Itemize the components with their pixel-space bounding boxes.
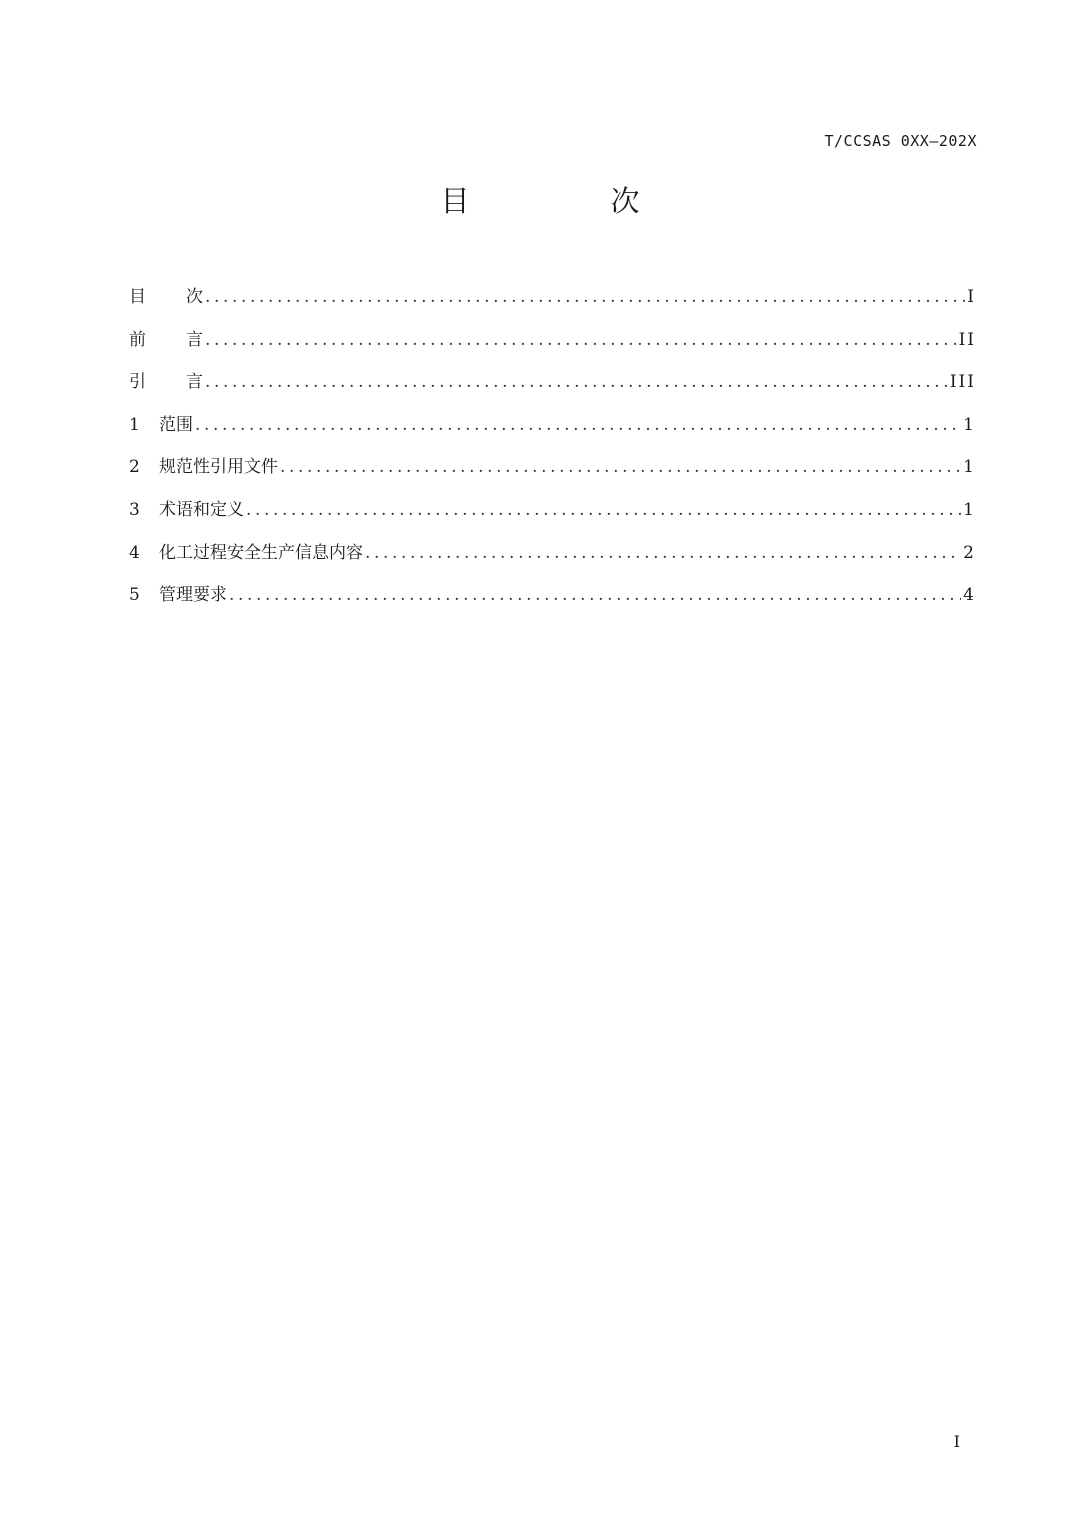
toc-entry-label (129, 367, 203, 392)
toc-entry-label: 范围 (159, 414, 193, 435)
footer-page-number: I (953, 1432, 960, 1451)
toc-entry-label: 管理要求 (159, 585, 227, 606)
toc-page-number: 4 (963, 585, 976, 606)
toc-page-number: 1 (963, 414, 976, 435)
toc-page-number: 2 (963, 542, 976, 563)
toc-page-number: 1 (963, 457, 976, 478)
toc-section-number: 1 (129, 414, 140, 435)
dot-leader (205, 372, 948, 392)
toc-label-char: 次 (186, 287, 203, 307)
document-code: T/CCSAS 0XX—202X (824, 132, 977, 150)
toc-entry-introduction[interactable] (129, 367, 976, 410)
toc-page-number: I (967, 287, 976, 307)
toc-entry-contents[interactable] (129, 282, 976, 325)
table-of-contents (129, 282, 976, 623)
toc-label-char: 前 (129, 329, 146, 350)
dot-leader (229, 585, 961, 605)
toc-section-number: 5 (129, 585, 140, 606)
toc-entry-process-safety-info[interactable] (129, 538, 976, 581)
toc-section-number: 3 (129, 499, 140, 520)
dot-leader (280, 457, 961, 477)
dot-leader (246, 500, 961, 520)
page-title: 目 次 (440, 184, 696, 218)
toc-entry-label: 化工过程安全生产信息内容 (159, 542, 363, 563)
toc-entry-scope[interactable] (129, 410, 976, 453)
toc-entry-label: 术语和定义 (159, 499, 244, 520)
toc-entry-terms-definitions[interactable] (129, 495, 976, 538)
toc-entry-management-requirements[interactable] (129, 580, 976, 623)
dot-leader (365, 543, 961, 563)
dot-leader (205, 330, 957, 350)
toc-section-number: 2 (129, 457, 140, 478)
toc-label-char: 言 (186, 372, 203, 393)
toc-entry-normative-references[interactable] (129, 452, 976, 495)
toc-entry-label (129, 325, 203, 350)
dot-leader (195, 415, 961, 435)
toc-section-number: 4 (129, 542, 140, 563)
dot-leader (205, 287, 965, 307)
toc-label-char: 言 (186, 329, 203, 350)
toc-page-number: 1 (963, 499, 976, 520)
toc-label-char: 目 (129, 287, 146, 307)
toc-label-char: 引 (129, 372, 146, 393)
toc-entry-foreword[interactable] (129, 325, 976, 368)
toc-page-number: III (949, 372, 976, 393)
toc-entry-label: 规范性引用文件 (159, 457, 278, 478)
toc-page-number: II (958, 329, 976, 350)
toc-entry-label (129, 282, 203, 307)
